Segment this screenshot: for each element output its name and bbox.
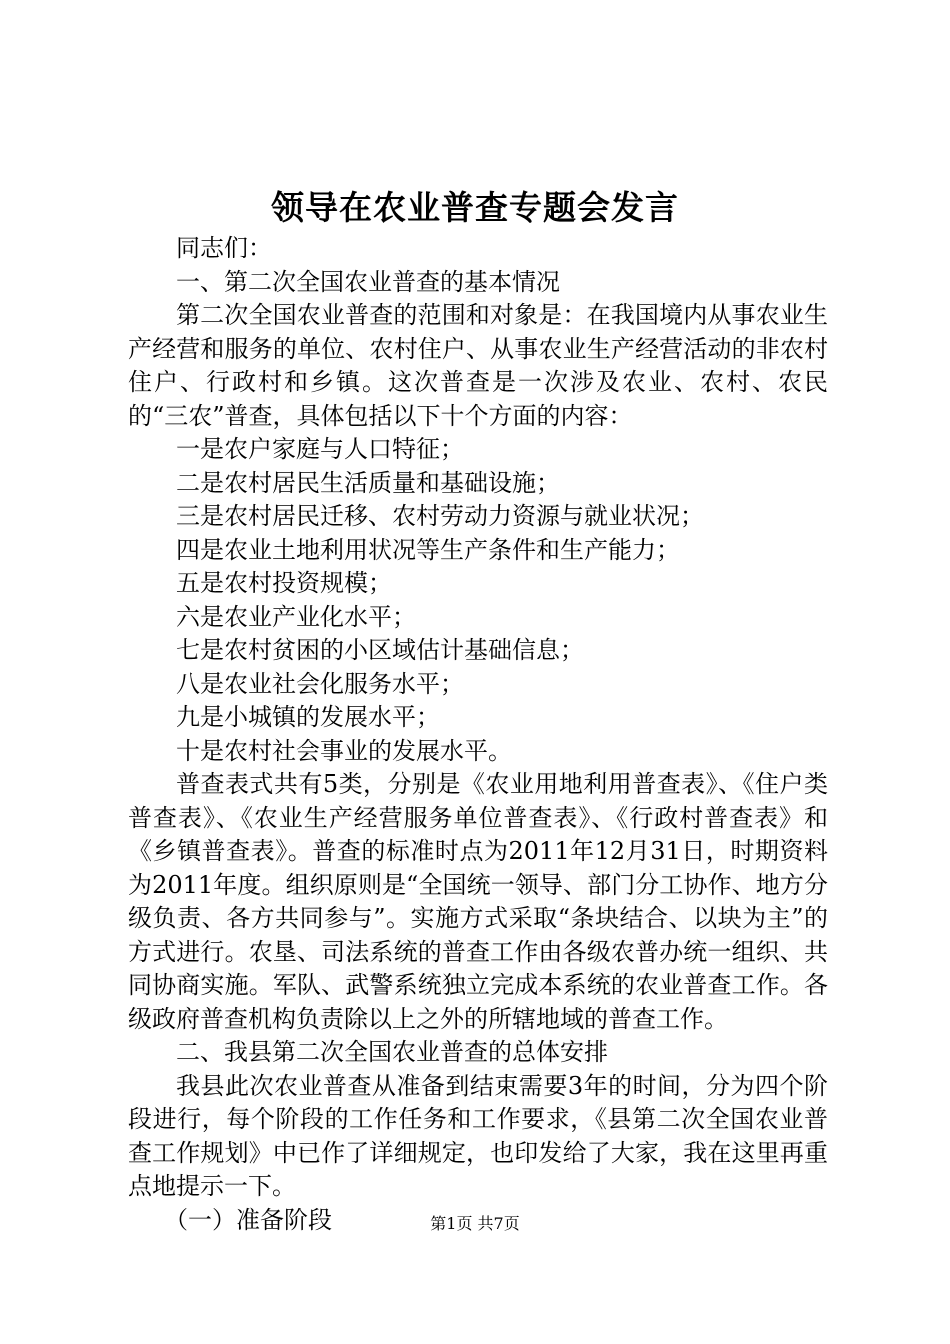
list-item: 七是农村贫困的小区域估计基础信息； [176, 636, 584, 664]
paragraph-greeting: 同志们： [176, 234, 272, 262]
document-title: 领导在农业普查专题会发言 [271, 188, 679, 227]
list-item: 二是农村居民生活质量和基础设施； [176, 468, 560, 497]
paragraph-scope: 第二次全国农业普查的范围和对象是：在我国境内从事农业生产经营和服务的单位、农村住户、从事农业生产经营活动的非农村住户、行政村和乡镇。这次普查是一次涉及农业、农村、农民的“三农”普查，具体包括以下十个方面的内容： [128, 301, 828, 430]
paragraph-forms: 普查表式共有5类，分别是《农业用地利用普查表》、《住户类普查表》、《农业生产经营服务单位普查表》、《行政村普查表》和《乡镇普查表》。普查的标准时点为2011年12月31日，时期资料为2011年度。组织原则是“全国统一领导、部门分工协作、地方分级负责、各方共同参与”。实施方式采取“条块结合、以块为主”的方式进行。农垦、司法系统的普查工作由各级农普办统一组织、共同协商实施。军队、武警系统独立完成本系统的农业普查工作。各级政府普查机构负责除以上之外的所辖地域的普查工作。 [128, 770, 828, 1033]
subsection-heading: （一）准备阶段 [164, 1205, 332, 1234]
list-item: 一是农户家庭与人口特征； [176, 435, 464, 463]
document-body [128, 232, 828, 1237]
section-heading-2: 二、我县第二次全国农业普查的总体安排 [176, 1038, 608, 1066]
list-item: 九是小城镇的发展水平； [176, 703, 440, 731]
section-heading-1: 一、第二次全国农业普查的基本情况 [176, 267, 560, 296]
paragraph-arrangement: 我县此次农业普查从准备到结束需要3年的时间，分为四个阶段进行，每个阶段的工作任务和工作要求，《县第二次全国农业普查工作规划》中已作了详细规定，也印发给了大家，我在这里再重点地提示一下。 [128, 1071, 828, 1200]
list-item: 五是农村投资规模； [176, 569, 392, 597]
page-number: 第1页 共7页 [430, 1214, 520, 1233]
list-item: 四是农业土地利用状况等生产条件和生产能力； [176, 535, 680, 564]
list-item: 十是农村社会事业的发展水平。 [176, 736, 512, 765]
list-item: 八是农业社会化服务水平； [176, 669, 464, 698]
list-item: 六是农业产业化水平； [176, 602, 416, 631]
list-item: 三是农村居民迁移、农村劳动力资源与就业状况； [176, 502, 704, 530]
